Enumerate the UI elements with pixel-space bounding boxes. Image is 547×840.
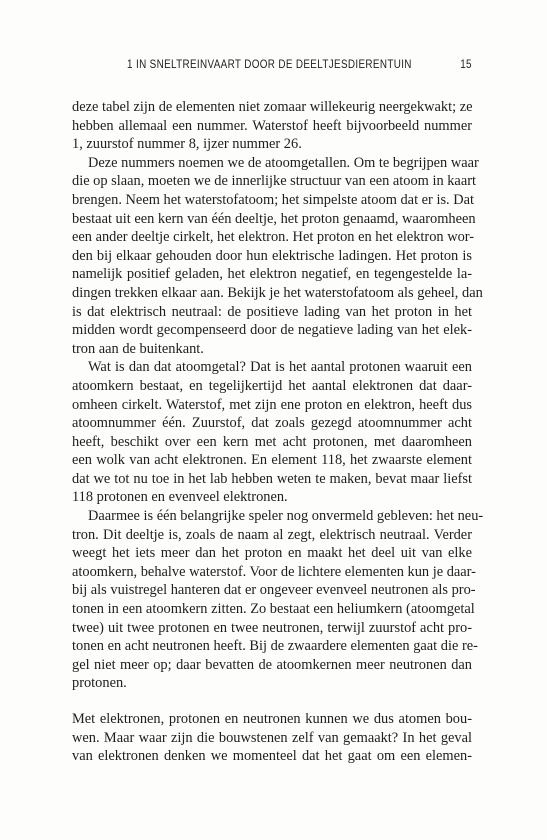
text-line: deze tabel zijn de elementen niet zomaar willekeurig neergekwakt; ze — [72, 99, 473, 115]
text-line: hebben allemaal een nummer. Waterstof heeft bijvoorbeeld nummer — [72, 117, 472, 134]
text-line: tron aan de buitenkant. — [72, 340, 204, 357]
text-line: brengen. Neem het waterstofatoom; het simpelste atoom dat er is. Dat — [72, 191, 475, 208]
text-line: dingen trekken elkaar aan. Bekijk je het waterstofatoom als geheel, dan — [72, 284, 483, 301]
text-line: bij als vuistregel hanteren dat er ongeveer evenveel neutronen als pro- — [72, 582, 476, 599]
running-head — [72, 59, 472, 75]
text-line: namelijk positief geladen, het elektron negatief, en tegengestelde la- — [72, 266, 472, 283]
text-line: 118 protonen en evenveel elektronen. — [72, 489, 288, 506]
text-line: Met elektronen, protonen en neutronen kunnen we dus atomen bou- — [72, 711, 472, 727]
text-line: is dat elektrisch neutraal: de positieve lading van het proton in het — [72, 303, 472, 320]
text-line: den bij elkaar gehouden door hun elektrische ladingen. Het proton is — [72, 247, 472, 264]
text-line: Daarmee is één belangrijke speler nog onvermeld gebleven: het neu- — [88, 508, 484, 525]
text-line: weegt het iets meer dan het proton en maakt het deel uit van elke — [72, 545, 472, 562]
text-line: atoomkern bestaat, en tegelijkertijd het aantal elektronen dat daar- — [72, 377, 472, 394]
text-line: omheen cirkelt. Waterstof, met zijn ene proton en elektron, heeft dus — [72, 396, 472, 413]
section-break — [72, 693, 472, 710]
text-line: van elektronen denken we momenteel dat het gaat om een elemen- — [72, 748, 472, 765]
text-line: 1, zuurstof nummer 8, ijzer nummer 26. — [72, 136, 302, 153]
text-line: tron. Dit deeltje is, zoals de naam al zegt, elektrisch neutraal. Verder — [72, 526, 472, 543]
text-line: Wat is dan dat atoomgetal? Dat is het aantal protonen waaruit een — [88, 359, 472, 376]
text-line: protonen. — [72, 675, 127, 692]
text-line: atoomkern, behalve waterstof. Voor de lichtere elementen kun je daar- — [72, 563, 476, 580]
text-line: een ander deeltje cirkelt, het elektron. Het proton en het elektron wor- — [72, 229, 475, 246]
text-line: heeft, beschikt over een kern met acht protonen, met daaromheen — [72, 433, 472, 450]
text-line: twee) uit twee protonen en twee neutronen, terwijl zuurstof acht pro- — [72, 619, 472, 636]
text-line: die op slaan, moeten we de innerlijke structuur van een atoom in kaart — [72, 173, 476, 190]
text-line: wen. Maar waar zijn die bouwstenen zelf van gemaakt? In het geval — [72, 729, 472, 746]
text-line: bestaat uit een kern van één deeltje, het proton genaamd, waaromheen — [72, 210, 476, 227]
text-line: midden wordt gecompenseerd door de negatieve lading van het elek- — [72, 322, 472, 339]
text-line: atoomnummer één. Zuurstof, dat zoals gezegd atoomnummer acht — [72, 415, 472, 432]
chapter-title: 1 IN SNELTREINVAART DOOR DE DEELTJESDIERENTUIN — [127, 59, 412, 71]
text-line: dat we tot nu toe in het lab hebben weten te maken, bevat maar liefst — [72, 470, 472, 487]
book-page — [72, 0, 484, 840]
page-number: 15 — [460, 59, 472, 71]
text-line: Deze nummers noemen we de atoomgetallen. Om te begrijpen waar — [88, 154, 479, 171]
text-line: een wolk van acht elektronen. En element 118, het zwaarste element — [72, 452, 472, 469]
body-text — [72, 98, 484, 766]
text-line: tonen in een atoomkern zitten. Zo bestaat een heliumkern (atoomgetal — [72, 601, 475, 618]
text-line: gel niet meer op; daar bevatten de atoomkernen meer neutronen dan — [72, 656, 472, 673]
text-line: tonen en acht neutronen heeft. Bij de zwaardere elementen gaat die re- — [72, 638, 478, 655]
